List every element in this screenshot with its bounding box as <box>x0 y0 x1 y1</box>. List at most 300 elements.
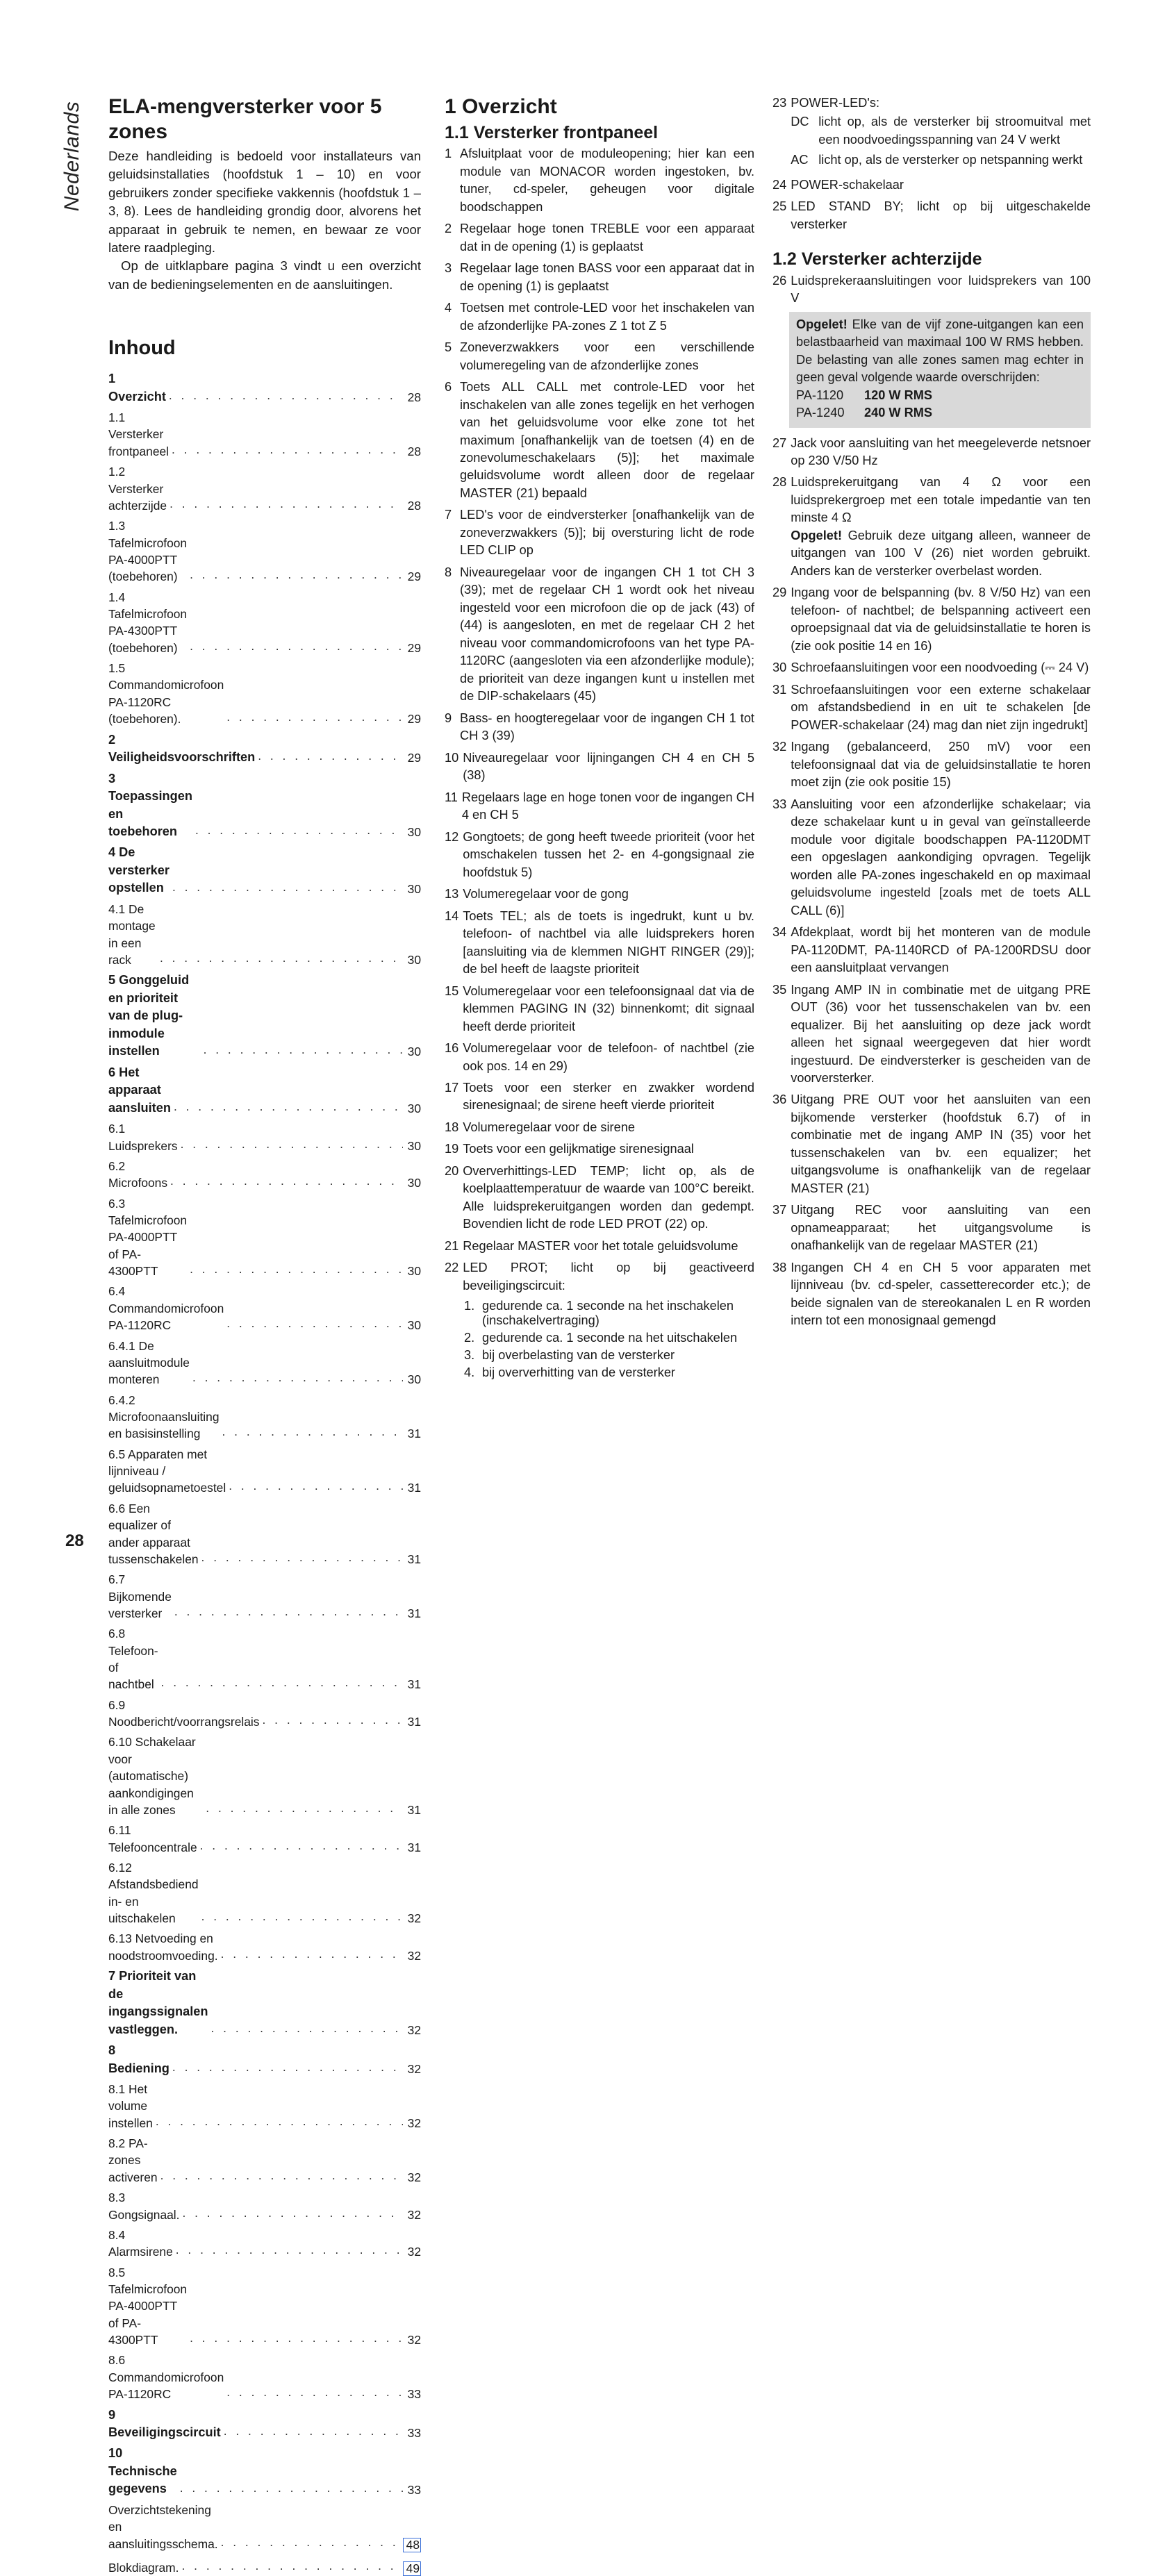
toc-entry[interactable] <box>108 1117 421 1154</box>
toc-leader <box>172 879 403 895</box>
list-item <box>445 829 754 881</box>
toc-leader <box>182 2204 403 2221</box>
item-number: 35 <box>772 982 787 997</box>
toc-entry[interactable] <box>108 2077 421 2132</box>
toc-page: 31 <box>407 1481 421 1495</box>
power-led-details <box>791 113 1091 169</box>
list-item <box>445 1119 754 1136</box>
toc-page: 31 <box>407 1802 421 1817</box>
toc-entry[interactable] <box>108 1818 421 1856</box>
item-number: 11 <box>445 790 458 804</box>
item-number: 37 <box>772 1203 787 1218</box>
toc-label: 7 Prioriteit van de ingangssignalen vastleggen. <box>108 1969 208 2036</box>
toc-page: 29 <box>407 712 421 726</box>
item-number: 4 <box>445 301 452 315</box>
language-tab <box>58 90 86 222</box>
toc-label: 5 Gonggeluid en prioriteit van de plug-inmodule instellen <box>108 973 190 1058</box>
toc-leader <box>181 1136 403 1152</box>
toc-entry[interactable] <box>108 2038 421 2077</box>
sub-item-text: bij oververhitting van de versterker <box>482 1365 675 1380</box>
item-number: 36 <box>772 1092 787 1107</box>
sub-item-text: bij overbelasting van de versterker <box>482 1348 675 1363</box>
toc-page[interactable]: 49 <box>403 2561 421 2576</box>
toc-entry[interactable] <box>108 406 421 460</box>
section-title-overview: 1 Overzicht <box>445 95 557 118</box>
toc-leader <box>160 949 403 966</box>
item-number: 33 <box>772 797 787 811</box>
toc-label: 6.8 Telefoon- of nachtbel <box>108 1627 158 1692</box>
toc-label: 6.4.1 De aansluitmodule monteren <box>108 1338 190 1387</box>
toc-label: 6.7 Bijkomende versterker <box>108 1572 172 1620</box>
toc-page: 31 <box>407 1715 421 1729</box>
item-number: 25 <box>772 199 787 214</box>
item-number: 3 <box>445 261 452 276</box>
toc-entry[interactable] <box>108 840 421 897</box>
list-item <box>772 272 1091 308</box>
sub-item-number: 4. <box>464 1365 475 1380</box>
item-text: Regelaar hoge tonen TREBLE voor een apparaat dat in de opening (1) is geplaatst <box>460 222 754 254</box>
sub-list-item <box>464 1299 754 1328</box>
toc-leader <box>201 1549 403 1565</box>
toc-entry[interactable] <box>108 1154 421 1192</box>
toc-leader <box>190 638 403 654</box>
item-text: Niveauregelaar voor de ingangen CH 1 tot CH 3 (39); met de regelaar CH 1 wordt ook het niveau ingesteld voor een microfoon die op de jack (43) of (44) is aangesloten, en met de regelaar CH 2 het niveau voor commandomicrofoons van het type PA-1120RC (aangesloten via een afzonderlijke module); de prioriteit van deze ingangen kunt u instellen met de DIP-schakelaars (45) <box>460 565 754 704</box>
toc-entry[interactable] <box>108 897 421 968</box>
toc-entry[interactable] <box>108 367 421 406</box>
toc-leader <box>182 2557 401 2574</box>
model-name: PA-1120 <box>796 388 844 402</box>
item-text: POWER-LED's: <box>791 96 879 110</box>
toc-page: 32 <box>407 2061 421 2076</box>
sub-list-item <box>464 1331 754 1345</box>
item-number: 20 <box>445 1163 459 1178</box>
items-27-28 <box>772 435 1091 581</box>
toc-page: 32 <box>407 1948 421 1963</box>
list-item <box>772 681 1091 734</box>
toc-leader <box>169 387 403 404</box>
toc-page: 31 <box>407 1552 421 1566</box>
toc-label: 9 Beveiligingscircuit <box>108 2407 221 2439</box>
toc-entry[interactable] <box>108 1061 421 1117</box>
list-item <box>772 1091 1091 1197</box>
item-text: Ingang voor de belspanning (bv. 8 V/50 Hz) van een telefoon- of nachtbel; de belspanning activeert een oproepsignaal dat via de geluidsinstallatie te horen is (zie ook positie 14 en 16) <box>791 585 1091 653</box>
toc-page: 32 <box>407 2245 421 2259</box>
toc-label: 6.4.2 Microfoonaansluiting en basisinstelling <box>108 1393 220 1441</box>
prot-sub-list <box>464 1299 754 1380</box>
toc-label: 1.3 Tafelmicrofoon PA-4000PTT (toebehoren) <box>108 519 188 584</box>
toc-label: 1.5 Commandomicrofoon PA-1120RC (toebehoren). <box>108 661 224 726</box>
item-text: Volumeregelaar voor de gong <box>463 887 629 901</box>
toc-page: 29 <box>407 751 421 765</box>
intro <box>108 147 421 294</box>
toc-page: 30 <box>407 825 421 840</box>
toc-leader <box>200 1837 403 1854</box>
item-text: Bass- en hoogteregelaar voor de ingangen CH 1 tot CH 3 (39) <box>460 711 754 743</box>
toc-label: 6.2 Microfoons <box>108 1158 168 1190</box>
toc-leader <box>176 2241 403 2258</box>
item-number: 30 <box>772 660 787 675</box>
toc-page: 30 <box>407 1176 421 1190</box>
toc-leader <box>170 1172 403 1189</box>
toc-entry[interactable] <box>108 1568 421 1622</box>
item-text: Schroefaansluitingen voor een noodvoeding (⎓ 24 V) <box>791 660 1089 675</box>
toc-label: 1.4 Tafelmicrofoon PA-4300PTT (toebehoren) <box>108 590 188 655</box>
toc-page: 30 <box>407 953 421 967</box>
item-text: LED PROT; licht op bij geactiveerd beveiligingscircuit: <box>463 1261 754 1293</box>
toc-entry[interactable] <box>108 767 421 841</box>
list-item <box>445 886 754 903</box>
item-number: 23 <box>772 96 787 110</box>
toc-leader <box>226 1315 403 1331</box>
toc-page: 32 <box>407 2116 421 2130</box>
toc-leader <box>160 2167 403 2184</box>
list-item <box>772 796 1091 920</box>
toc-label: 6.12 Afstandsbediend in- en uitschakelen <box>108 1860 199 1926</box>
list-item <box>445 260 754 295</box>
item-text: Uitgang PRE OUT voor het aansluiten van een bijkomende versterker (hoofdstuk 6.7) of in combinatie met de ingang AMP IN (35) voor het tussenschakelen van bv. een equalizer; het uitgangsvolume is onafhankelijk van de regelaar MASTER (21) <box>791 1092 1091 1195</box>
toc-page: 33 <box>407 2482 421 2497</box>
sub-item-number: 1. <box>464 1299 475 1313</box>
toc-label: 8 Bediening <box>108 2043 170 2075</box>
toc-page: 32 <box>407 2207 421 2222</box>
toc-label: 6.6 Een equalizer of ander apparaat tussenschakelen <box>108 1501 199 1566</box>
toc-label: 1.1 Versterker frontpaneel <box>108 410 170 458</box>
item-text: Volumeregelaar voor de sirene <box>463 1120 635 1134</box>
table-of-contents <box>108 367 421 2576</box>
list-item <box>445 506 754 559</box>
toc-label: 8.2 PA-zones activeren <box>108 2136 158 2184</box>
toc-entry[interactable] <box>108 2552 421 2576</box>
sub-item-number: 3. <box>464 1348 475 1363</box>
item-text: Ingang (gebalanceerd, 250 mV) voor een telefoonsignaal dat via de geluidsinstallatie te horen moet zijn (zie ook positie 15) <box>791 740 1091 790</box>
item-number: 12 <box>445 829 459 844</box>
model-power: 120 W RMS <box>864 388 933 402</box>
list-item <box>445 564 754 706</box>
list-item <box>445 983 754 1036</box>
item-text: Oververhittings-LED TEMP; licht op, als de koelplaattemperatuur de waarde van 100°C bereikt. Alle luidsprekeruitgangen worden dan gedempt. Bovendien licht de rode LED PROT (22) op. <box>463 1163 754 1231</box>
item-number: 38 <box>772 1260 787 1274</box>
toc-page[interactable]: 48 <box>403 2538 421 2552</box>
list-item <box>445 339 754 374</box>
list-item <box>445 1238 754 1255</box>
toc-label: 8.4 Alarmsirene <box>108 2227 173 2259</box>
toc-entry[interactable] <box>108 1730 421 1818</box>
column-overview <box>445 94 754 1383</box>
item-text: Toets voor een gelijkmatige sirenesignaal <box>463 1142 694 1156</box>
sub-item-text: gedurende ca. 1 seconde na het inschakelen (inschakelvertraging) <box>482 1299 734 1328</box>
list-item <box>772 981 1091 1088</box>
item-number: 18 <box>445 1120 459 1134</box>
item-text: LED's voor de eindversterker [onafhankelijk van de zoneverzwakkers (5)]; bij oversturing licht de rode LED CLIP op <box>460 508 754 558</box>
toc-label: Overzichtstekening en aansluitingsschema. <box>108 2502 218 2551</box>
toc-entry[interactable] <box>108 2498 421 2552</box>
toc-leader <box>190 1261 403 1277</box>
list-item <box>445 145 754 216</box>
item-text: Uitgang REC voor aansluiting van een opnameapparaat; het uitgangsvolume is onafhankelijk van de regelaar MASTER (21) <box>791 1203 1091 1253</box>
toc-leader <box>172 2059 403 2075</box>
item-number: 34 <box>772 925 787 940</box>
language-label: Nederlands <box>60 101 83 212</box>
toc-label: 6.10 Schakelaar voor (automatische) aankondigingen in alle zones <box>108 1735 196 1817</box>
toc-page: 32 <box>407 2022 421 2037</box>
toc-page: 30 <box>407 1101 421 1115</box>
toc-page: 32 <box>407 1911 421 1926</box>
front-panel-items-continued <box>772 176 1091 233</box>
list-item <box>772 198 1091 233</box>
toc-leader <box>258 747 403 764</box>
list-item <box>772 176 1091 194</box>
item-text: Luidsprekeraansluitingen voor luidsprekers van 100 V <box>791 273 1091 306</box>
section-title-front-panel: 1.1 Versterker frontpaneel <box>445 123 659 142</box>
list-item <box>772 659 1091 676</box>
toc-leader <box>180 2479 403 2496</box>
item-text: Toets ALL CALL met controle-LED voor het inschakelen van alle zones tegelijk en het verhogen van het geluidsvolume voor elke zone tot het maximum [onafhankelijk van de toetsen (4) en de zonevolumeschakelaars (5)]; het maximale geluidsvolume wordt alleen door de regelaar MASTER (21) bepaald <box>460 380 754 500</box>
item-number: 26 <box>772 273 787 288</box>
toc-entry[interactable] <box>108 460 421 514</box>
toc-leader <box>221 1945 403 1962</box>
toc-page: 30 <box>407 1264 421 1279</box>
toc-entry[interactable] <box>108 1856 421 1927</box>
item-text: Niveauregelaar voor lijningangen CH 4 en CH 5 (38) <box>463 750 754 783</box>
sub-item-number: 2. <box>464 1331 475 1345</box>
toc-entry[interactable] <box>108 2348 421 2402</box>
list-item <box>445 908 754 979</box>
warning-text: Gebruik deze uitgang alleen, wanneer de uitgangen van 100 V (26) niet worden gebruikt. Anders kan de versterker overbelast worden. <box>791 528 1091 578</box>
warning-text: Elke van de vijf zone-uitgangen kan een belastbaarheid van maximaal 100 W RMS hebben. De belasting van alle zones samen mag echter in geen geval volgende waarde overschrijden: <box>796 317 1084 385</box>
toc-page: 30 <box>407 1045 421 1059</box>
toc-page: 29 <box>407 570 421 584</box>
toc-entry[interactable] <box>108 1388 421 1443</box>
toc-label: 3 Toepassingen en toebehoren <box>108 771 192 838</box>
page-number: 28 <box>65 1531 84 1550</box>
list-item <box>772 1259 1091 1330</box>
toc-page: 28 <box>407 498 421 513</box>
item-number: 16 <box>445 1041 459 1056</box>
toc-label: 10 Technische gegevens <box>108 2446 177 2496</box>
toc-label: 4.1 De montage in een rack <box>108 901 156 967</box>
toc-entry[interactable] <box>108 1497 421 1568</box>
toc-leader <box>206 1800 403 1816</box>
item-number: 9 <box>445 711 452 725</box>
toc-label: 8.5 Tafelmicrofoon PA-4000PTT of PA-4300PTT <box>108 2265 188 2348</box>
warning-label: Opgelet! <box>796 317 848 331</box>
sub-list-item <box>464 1365 754 1380</box>
dc-text: licht op, als de versterker bij stroomuitval met een noodvoedingsspanning van 24 V werkt <box>818 115 1091 147</box>
toc-label: 6.3 Tafelmicrofoon PA-4000PTT of PA-4300PTT <box>108 1196 188 1279</box>
item-text: Gongtoets; de gong heeft tweede prioriteit (voor het omschakelen tussen het 2- en 4-gongsignaal zie hoofdstuk 5) <box>463 829 754 879</box>
toc-leader <box>174 1098 403 1115</box>
toc-label: 2 Veiligheidsvoorschriften <box>108 732 256 765</box>
toc-leader <box>229 1477 403 1494</box>
front-panel-items <box>445 145 754 1295</box>
toc-page: 28 <box>407 444 421 458</box>
toc-label: 8.1 Het volume instellen <box>108 2082 153 2130</box>
list-item <box>772 474 1091 580</box>
toc-label: 4 De versterker opstellen <box>108 845 170 895</box>
item-text: Ingang AMP IN in combinatie met de uitgang PRE OUT (36) voor het tussenschakelen van bv. een equalizer. Bij het aansluiting op deze jack wordt alleen het signaal weergegeven dat hier wordt ingestuurd. De eindversterker is gescheiden van de voorversterker. <box>791 982 1091 1085</box>
toc-leader <box>161 1674 403 1690</box>
toc-entry[interactable] <box>108 968 421 1060</box>
list-item <box>445 710 754 745</box>
list-item <box>445 1259 754 1295</box>
toc-leader <box>174 1603 403 1620</box>
item-text: Regelaar lage tonen BASS voor een apparaat dat in de opening (1) is geplaatst <box>460 261 754 293</box>
toc-leader <box>204 1041 403 1058</box>
toc-page: 33 <box>407 2387 421 2402</box>
toc-page: 33 <box>407 2426 421 2441</box>
toc-page: 32 <box>407 2333 421 2348</box>
list-item <box>772 584 1091 655</box>
toc-entry[interactable] <box>108 2223 421 2261</box>
item-text: LED STAND BY; licht op bij uitgeschakelde versterker <box>791 199 1091 231</box>
list-item <box>772 435 1091 470</box>
item-number: 24 <box>772 177 787 192</box>
list-item <box>772 738 1091 791</box>
list-item <box>445 1040 754 1075</box>
toc-leader <box>190 566 403 583</box>
toc-page: 31 <box>407 1606 421 1620</box>
toc-label: 1.2 Versterker achterzijde <box>108 465 167 513</box>
toc-entry[interactable] <box>108 1693 421 1731</box>
toc-leader <box>192 1369 403 1386</box>
item-number: 2 <box>445 222 452 236</box>
document-title: ELA-mengversterker voor 5 zones <box>108 95 382 143</box>
item-text: Volumeregelaar voor een telefoonsignaal dat via de klemmen PAGING IN (32) binnenkomt; dit signaal heeft derde prioriteit <box>463 983 754 1033</box>
item-number: 6 <box>445 380 452 394</box>
toc-entry[interactable] <box>108 1279 421 1333</box>
toc-leader <box>226 708 403 725</box>
item-text: Regelaars lage en hoge tonen voor de ingangen CH 4 en CH 5 <box>461 790 754 822</box>
ac-text: licht op, als de versterker op netspanning werkt <box>818 153 1083 167</box>
list-item <box>772 94 1091 172</box>
toc-label: 6.13 Netvoeding en noodstroomvoeding. <box>108 1931 218 1963</box>
item-number: 1 <box>445 147 452 161</box>
toc-entry[interactable] <box>108 1622 421 1693</box>
toc-page: 30 <box>407 1318 421 1333</box>
toc-entry[interactable] <box>108 656 421 727</box>
toc-entry[interactable] <box>108 1964 421 2038</box>
item-23-list <box>772 94 1091 172</box>
toc-entry[interactable] <box>108 2403 421 2442</box>
list-item <box>445 379 754 502</box>
toc-leader <box>201 1908 403 1925</box>
toc-leader <box>156 2113 403 2129</box>
section-title-back-panel: 1.2 Versterker achterzijde <box>772 249 982 269</box>
list-item <box>445 789 754 824</box>
toc-leader <box>170 495 403 512</box>
toc-entry[interactable] <box>108 1443 421 1497</box>
item-number: 15 <box>445 983 459 998</box>
item-text: Regelaar MASTER voor het totale geluidsvolume <box>463 1238 738 1253</box>
toc-leader <box>224 2423 403 2439</box>
toc-entry[interactable] <box>108 585 421 656</box>
list-item <box>445 1163 754 1233</box>
item-text: Afsluitplaat voor de moduleopening; hier kan een module van MONACOR worden ingestoken, bv. tuner, cd-speler, geheugen voor digitale boodschappen <box>460 147 754 214</box>
item-number: 8 <box>445 565 452 579</box>
toc-entry[interactable] <box>108 1927 421 1964</box>
dc-key: DC <box>791 115 809 129</box>
toc-label: 6.4 Commandomicrofoon PA-1120RC <box>108 1284 224 1333</box>
toc-entry[interactable] <box>108 1192 421 1280</box>
toc-leader <box>190 2329 403 2346</box>
item-text: Toetsen met controle-LED voor het inschakelen van de afzonderlijke PA-zones Z 1 tot Z 5 <box>460 301 754 333</box>
toc-leader <box>211 2020 404 2036</box>
column-back-panel <box>772 94 1091 1334</box>
ac-key: AC <box>791 153 809 167</box>
toc-page: 30 <box>407 1372 421 1387</box>
item-number: 14 <box>445 908 459 923</box>
toc-entry[interactable] <box>108 2132 421 2186</box>
list-item <box>445 1079 754 1115</box>
item-text: Jack voor aansluiting van het meegeleverde netsnoer op 230 V/50 Hz <box>791 435 1091 467</box>
item-number: 7 <box>445 508 452 522</box>
toc-page: 28 <box>407 390 421 404</box>
list-item <box>772 924 1091 977</box>
item-number: 17 <box>445 1080 459 1095</box>
toc-entry[interactable] <box>108 1334 421 1388</box>
item-number: 19 <box>445 1142 459 1156</box>
list-item <box>445 299 754 335</box>
item-text: Aansluiting voor een afzonderlijke schakelaar; via deze schakelaar kunt u in geval van geïnstalleerde module voor digitale boodschappen PA-1120DMT een opgeslagen aankondiging opvragen. Tegelijk worden alle PA-zones ingeschakeld en op maximaal geluidsvolume ingesteld [zoals met de toets ALL CALL (6)] <box>791 797 1091 917</box>
list-item <box>445 1140 754 1158</box>
item-number: 13 <box>445 887 459 901</box>
item-text: Afdekplaat, wordt bij het monteren van de module PA-1120DMT, PA-1140RCD of PA-1200RDSU door een aansluitplaat vervangen <box>791 925 1091 975</box>
toc-leader <box>172 441 403 458</box>
intro-paragraph: Op de uitklapbare pagina 3 vindt u een overzicht van de bedieningselementen en de aansluitingen. <box>108 258 421 292</box>
toc-label: 1 Overzicht <box>108 372 166 404</box>
toc-label: 8.3 Gongsignaal. <box>108 2191 180 2222</box>
toc-entry[interactable] <box>108 2261 421 2349</box>
toc-page: 30 <box>407 881 421 896</box>
item-number: 22 <box>445 1261 459 1275</box>
warning-label: Opgelet! <box>791 528 842 542</box>
model-name: PA-1240 <box>796 406 845 420</box>
toc-label: 6 Het apparaat aansluiten <box>108 1065 171 1115</box>
item-text: Zoneverzwakkers voor een verschillende volumeregeling van de afzonderlijke zones <box>460 340 754 372</box>
toc-label: 8.6 Commandomicrofoon PA-1120RC <box>108 2353 224 2402</box>
item-text: Toets TEL; als de toets is ingedrukt, kunt u bv. telefoon- of nachtbel via alle luidsprekers horen [aansluiting via de klemmen NIGHT RINGER (29)]; de bel heeft de laagste prioriteit <box>463 908 754 977</box>
toc-entry[interactable] <box>108 2441 421 2498</box>
model-power: 240 W RMS <box>864 406 933 420</box>
item-text: Luidsprekeruitgang van 4 Ω voor een luidsprekergroep met een totale impedantie van ten minste 4 Ω <box>791 475 1091 525</box>
column-intro-toc <box>108 94 421 2576</box>
toc-label: 6.5 Apparaten met lijnniveau / geluidsopnametoestel <box>108 1447 226 1495</box>
back-panel-items <box>772 584 1091 1329</box>
list-item <box>445 749 754 785</box>
item-number: 10 <box>445 750 459 765</box>
list-item <box>445 220 754 256</box>
toc-label: 6.1 Luidsprekers <box>108 1122 178 1153</box>
sub-list-item <box>464 1348 754 1363</box>
toc-entry[interactable] <box>108 2186 421 2223</box>
item-number: 29 <box>772 585 787 600</box>
toc-label: 6.11 Telefooncentrale <box>108 1823 197 1854</box>
toc-entry[interactable] <box>108 728 421 767</box>
item-number: 5 <box>445 340 452 355</box>
item-number: 31 <box>772 682 787 697</box>
item-number: 32 <box>772 740 787 754</box>
item-text: Schroefaansluitingen voor een externe schakelaar om afstandsbediend in en uit te schakelen [de POWER-schakelaar (24) mag dan niet zijn ingedrukt] <box>791 682 1091 732</box>
toc-page: 31 <box>407 1840 421 1854</box>
toc-page: 29 <box>407 640 421 655</box>
item-number: 28 <box>772 475 787 490</box>
toc-leader <box>195 822 403 838</box>
toc-leader <box>222 1423 404 1440</box>
toc-entry[interactable] <box>108 514 421 585</box>
item-number: 27 <box>772 435 787 450</box>
toc-page: 32 <box>407 2170 421 2184</box>
sub-item-text: gedurende ca. 1 seconde na het uitschakelen <box>482 1331 738 1345</box>
